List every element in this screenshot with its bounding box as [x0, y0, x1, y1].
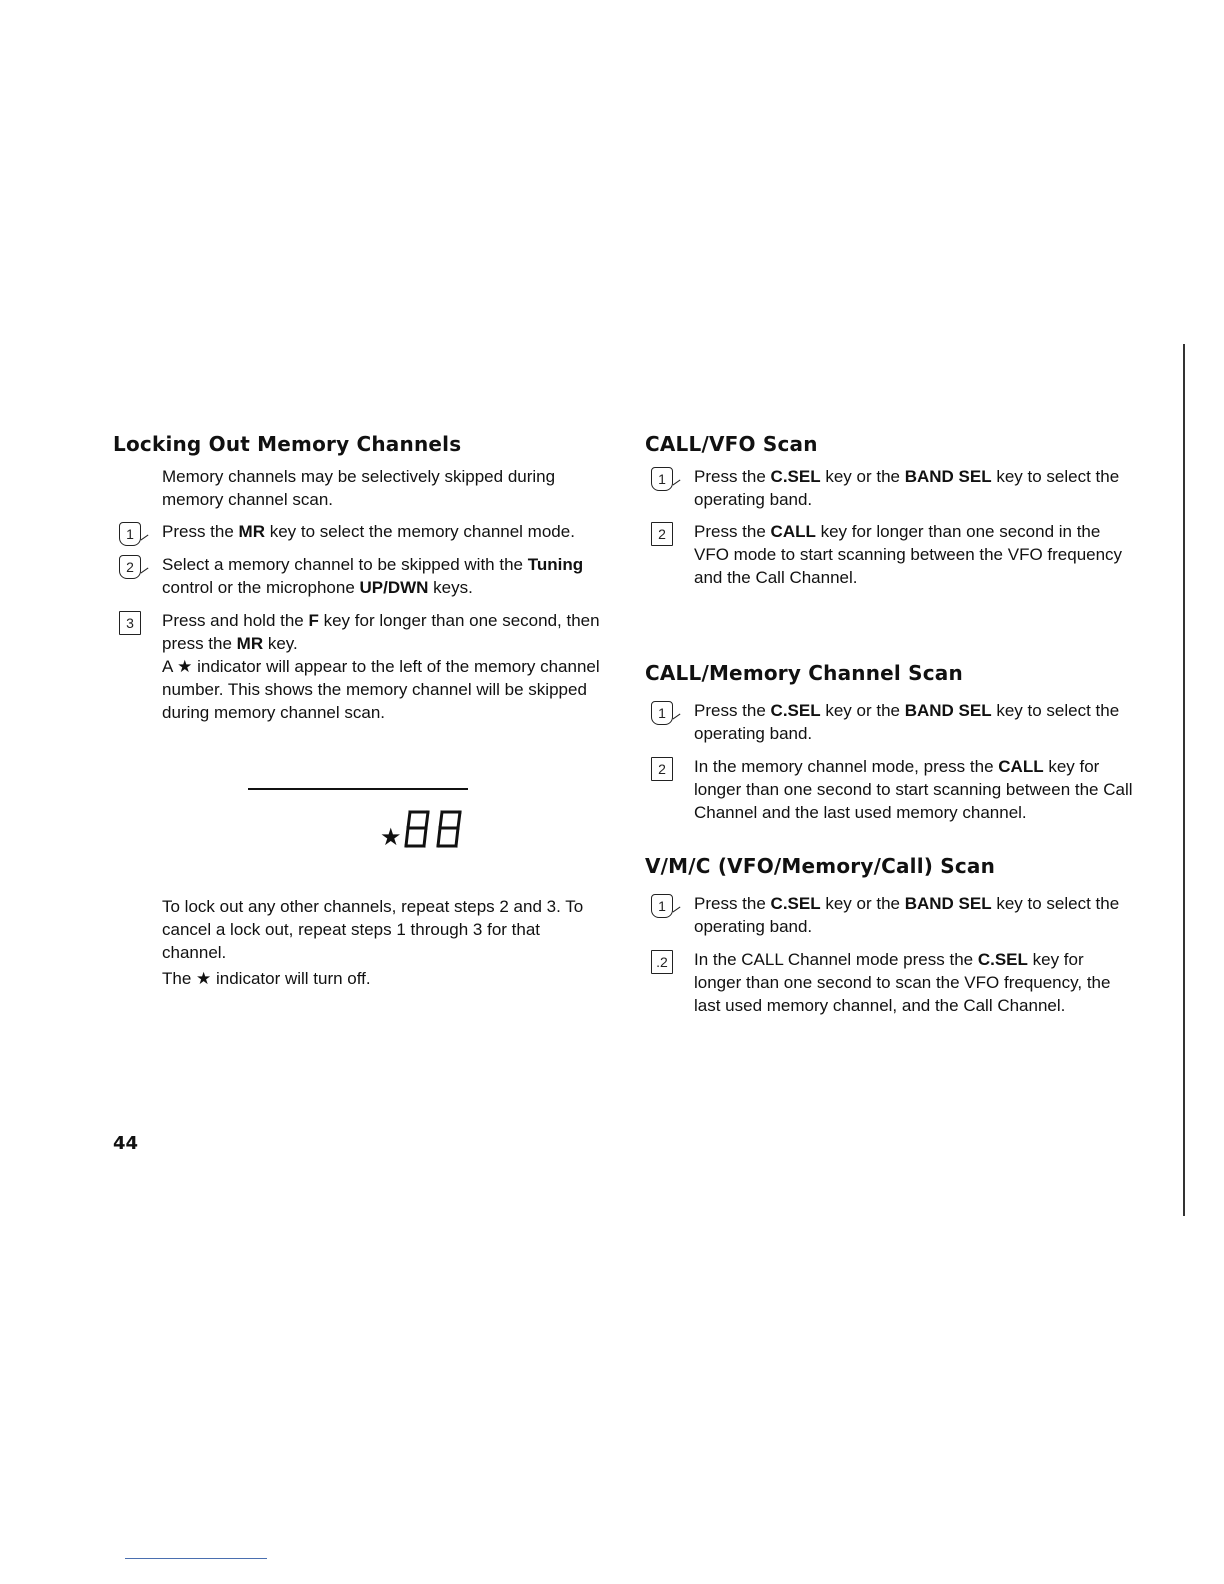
left-step-1: 1 Press the MR key to select the memory channel mode. — [113, 520, 603, 543]
bottom-rule — [125, 1558, 267, 1559]
lockout-star-indicator: ★ — [380, 824, 402, 851]
section-title-call-vfo: CALL/VFO Scan — [645, 432, 818, 456]
vmc-step-2: .2 In the CALL Channel mode press the C.SEL key for longer than one second to scan the VFO frequency, the last used memory channel, and the Call Channel. — [645, 948, 1135, 1017]
step-number-badge: 1 — [119, 522, 141, 546]
left-step-3: 3 Press and hold the F key for longer than one second, then press the MR key. A ★ indicator will appear to the left of the memory channel number. This shows the memory channel will be skipped during memory channel scan. — [113, 609, 603, 724]
step-number-badge: 2 — [651, 757, 673, 781]
call-memory-step-2: 2 In the memory channel mode, press the CALL key for longer than one second to start scanning between the Call Channel and the last used memory channel. — [645, 755, 1135, 824]
step-number-badge: 1 — [651, 467, 673, 491]
call-vfo-step-1: 1 Press the C.SEL key or the BAND SEL key to select the operating band. — [645, 465, 1135, 511]
call-memory-step-1: 1 Press the C.SEL key or the BAND SEL key to select the operating band. — [645, 699, 1135, 745]
intro-paragraph: Memory channels may be selectively skipped during memory channel scan. — [162, 467, 556, 509]
step-number-badge: 3 — [119, 611, 141, 635]
step-3-note: A ★ indicator will appear to the left of the memory channel number. This shows the memory channel will be skipped during memory channel scan. — [162, 657, 600, 722]
vmc-step-1: 1 Press the C.SEL key or the BAND SEL key to select the operating band. — [645, 892, 1135, 938]
right-column — [645, 430, 1135, 1017]
lcd-divider — [248, 788, 468, 790]
step-number-badge: 1 — [651, 894, 673, 918]
repeat-steps-paragraph: To lock out any other channels, repeat steps 2 and 3. To cancel a lock out, repeat steps 1 through 3 for that channel. — [162, 897, 584, 962]
left-column — [113, 430, 603, 724]
section-title-call-memory: CALL/Memory Channel Scan — [645, 661, 963, 685]
step-number-badge: 2 — [119, 555, 141, 579]
step-number-badge: 1 — [651, 701, 673, 725]
step-number-badge: 2 — [651, 522, 673, 546]
left-step-2: 2 Select a memory channel to be skipped with the Tuning control or the microphone UP/DWN keys. — [113, 553, 603, 599]
page-edge-rule — [1183, 344, 1185, 1216]
indicator-off-paragraph: The ★ indicator will turn off. — [162, 969, 371, 988]
page-number: 44 — [113, 1133, 139, 1154]
section-title-vmc: V/M/C (VFO/Memory/Call) Scan — [645, 854, 996, 878]
section-title-locking-out: Locking Out Memory Channels — [113, 432, 462, 456]
step-number-badge: .2 — [651, 950, 673, 974]
seven-segment-digits-icon — [404, 808, 484, 852]
call-vfo-step-2: 2 Press the CALL key for longer than one second in the VFO mode to start scanning between the VFO frequency and the Call Channel. — [645, 520, 1135, 589]
left-after-text — [113, 895, 603, 990]
